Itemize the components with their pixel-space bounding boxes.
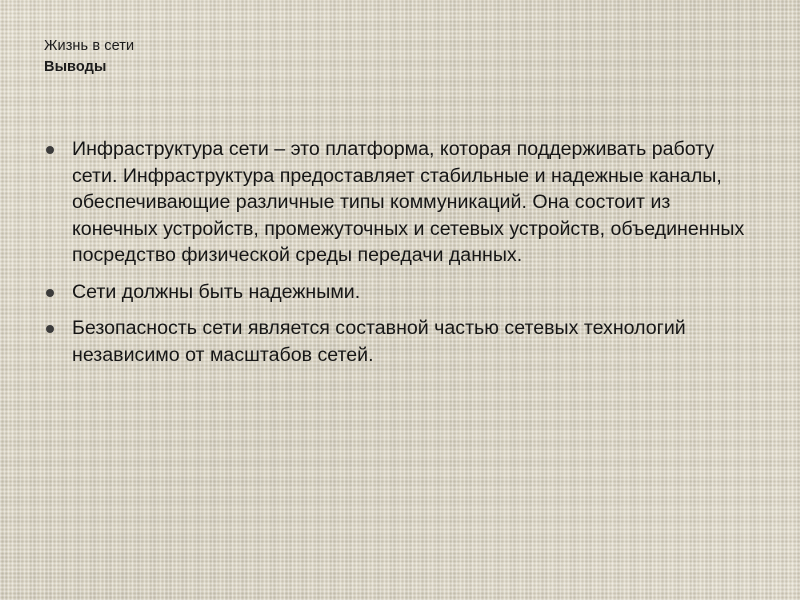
header-title-line-1: Жизнь в сети	[44, 38, 135, 54]
bullet-dot-icon	[46, 289, 54, 297]
list-item	[44, 279, 758, 306]
list-item	[44, 136, 758, 269]
bullet-dot-icon	[46, 325, 54, 333]
bullet-text: Безопасность сети является составной частью сетевых технологий независимо от масштабов сетей.	[72, 317, 686, 366]
bullet-dot-icon	[46, 146, 54, 154]
list-item	[44, 315, 758, 368]
bullet-text: Сети должны быть надежными.	[72, 280, 361, 303]
bullet-text: Инфраструктура сети – это платформа, которая поддерживать работу сети. Инфраструктура предоставляет стабильные и надежные каналы, обеспечивающие различные типы коммуникаций. Она состоит из конечных устройств, промежуточных и сетевых устройств, объединенных посредство физической среды передачи данных.	[72, 138, 745, 267]
slide-body	[44, 136, 758, 368]
slide-header	[44, 36, 134, 77]
header-title-line-2: Выводы	[44, 58, 107, 75]
bullet-list	[44, 136, 758, 368]
